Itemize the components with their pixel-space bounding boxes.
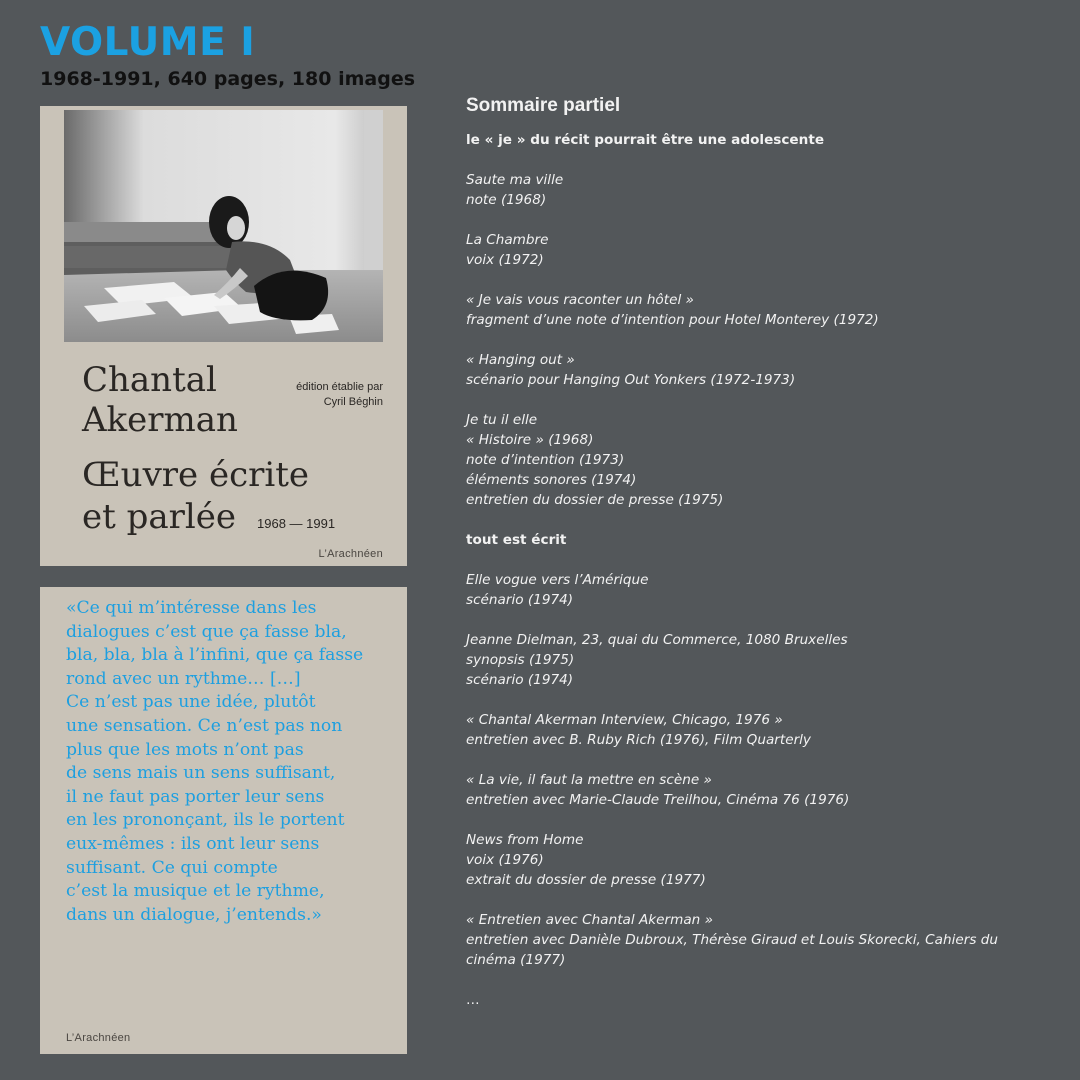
toc-entry: [466, 710, 1046, 750]
toc-entry-title: « Hanging out »: [466, 352, 575, 368]
cover-publisher: L’Arachnéen: [318, 548, 383, 560]
toc-entry-detail: voix (1976): [466, 852, 544, 868]
toc-entry-detail: fragment d’une note d’intention pour Hotel Monterey (1972): [466, 312, 879, 328]
toc-entry: [466, 630, 1046, 690]
toc-entry-title: « Je vais vous raconter un hôtel »: [466, 292, 694, 308]
toc-entry-title: La Chambre: [466, 232, 549, 248]
toc-entry-title: Saute ma ville: [466, 172, 564, 188]
toc-entry-detail: éléments sonores (1974): [466, 472, 637, 488]
back-cover-publisher: L’Arachnéen: [66, 1032, 131, 1044]
toc-entry-detail: scénario (1974): [466, 672, 574, 688]
toc-entry: [466, 170, 1046, 210]
toc-section-heading: tout est écrit: [466, 532, 567, 548]
cover-years: 1968 — 1991: [257, 516, 336, 531]
toc-entry: [466, 230, 1046, 270]
toc-entry-title: News from Home: [466, 832, 584, 848]
cover-photo: [64, 110, 383, 342]
toc-entry-title: Elle vogue vers l’Amérique: [466, 572, 649, 588]
cover-edition-credit: édition établie par Cyril Béghin: [296, 381, 383, 408]
book-cover: [40, 106, 407, 566]
volume-title: VOLUME I: [40, 20, 256, 65]
toc-entry: [466, 910, 1046, 970]
toc-entry-detail: voix (1972): [466, 252, 544, 268]
toc-entry: [466, 770, 1046, 810]
toc-entry-detail: entretien avec Marie-Claude Treilhou, Cinéma 76 (1976): [466, 792, 850, 808]
back-cover: [40, 587, 407, 1054]
toc-entry: [466, 350, 1046, 390]
toc-entry-title: « Entretien avec Chantal Akerman »: [466, 912, 713, 928]
cover-photo-image: [64, 110, 383, 342]
toc-entry-title: « La vie, il faut la mettre en scène »: [466, 772, 712, 788]
back-cover-quote: «Ce qui m’intéresse dans les dialogues c’est que ça fasse bla, bla, bla, bla à l’infini, que ça fasse rond avec un rythme… […] Ce n’est pas une idée, plutôt une sensation. Ce n’est pas non plus que les mots n’ont pas de sens mais un sens suffisant, il ne faut pas porter leur sens en les prononçant, ils le portent eux-mêmes : ils ont leur sens suffisant. Ce qui compte c’est la musique et le rythme, dans un dialogue, j’entends.»: [66, 598, 364, 925]
toc-section-heading: le « je » du récit pourrait être une adolescente: [466, 132, 825, 148]
cover-title: Œuvre écrite et parlée: [82, 455, 310, 537]
toc-entry-detail: scénario pour Hanging Out Yonkers (1972-1973): [466, 372, 796, 388]
table-of-contents: [466, 130, 1046, 1010]
toc-entry-detail: extrait du dossier de presse (1977): [466, 872, 706, 888]
volume-details: 1968-1991, 640 pages, 180 images: [40, 68, 416, 90]
toc-entry-title: « Chantal Akerman Interview, Chicago, 1976 »: [466, 712, 783, 728]
toc-entry-detail: note (1968): [466, 192, 547, 208]
toc-entry-detail: note d’intention (1973): [466, 452, 625, 468]
toc-entry-detail: entretien avec B. Ruby Rich (1976), Film Quarterly: [466, 732, 811, 748]
toc-entry: [466, 290, 1046, 330]
toc-entry-detail: « Histoire » (1968): [466, 432, 594, 448]
toc-entry-detail: scénario (1974): [466, 592, 574, 608]
toc-entry-detail: synopsis (1975): [466, 652, 575, 668]
toc-title: Sommaire partiel: [466, 95, 621, 116]
toc-entry-detail: entretien avec Danièle Dubroux, Thérèse Giraud et Louis Skorecki, Cahiers du cinéma (1977): [466, 932, 998, 968]
toc-entry: [466, 570, 1046, 610]
toc-entry-title: Jeanne Dielman, 23, quai du Commerce, 1080 Bruxelles: [466, 632, 848, 648]
toc-entry: [466, 830, 1046, 890]
toc-entry-detail: entretien du dossier de presse (1975): [466, 492, 724, 508]
toc-entry-title: Je tu il elle: [466, 412, 538, 428]
toc-entry: [466, 410, 1046, 510]
cover-author: Chantal Akerman: [82, 360, 238, 440]
toc-ellipsis: …: [466, 992, 480, 1008]
